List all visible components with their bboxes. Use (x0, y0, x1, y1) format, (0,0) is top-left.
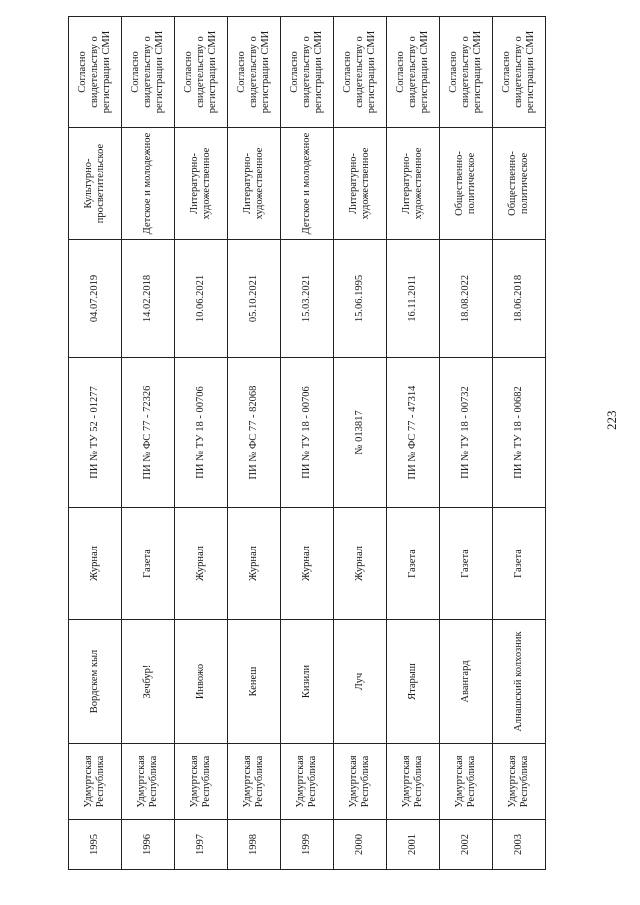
publication-type-cell: Газета (493, 508, 546, 620)
media-registry-table (68, 16, 546, 870)
note-cell: Согласно свидетельству о регистрации СМИ (440, 17, 493, 128)
publication-name-cell: Инвожо (175, 620, 228, 744)
specialization-cell: Детское и молодежное (281, 128, 334, 240)
table-row (228, 17, 281, 870)
note-cell: Согласно свидетельству о регистрации СМИ (281, 17, 334, 128)
note-cell: Согласно свидетельству о регистрации СМИ (69, 17, 122, 128)
row-number-cell: 2002 (440, 820, 493, 870)
registration-number-cell: ПИ № ТУ 52 - 01277 (69, 358, 122, 508)
specialization-cell: Общественно-политическое (440, 128, 493, 240)
publication-type-cell: Газета (440, 508, 493, 620)
region-cell: Удмуртская Республика (334, 744, 387, 820)
registration-number-cell: ПИ № ТУ 18 - 00706 (281, 358, 334, 508)
row-number-cell: 2003 (493, 820, 546, 870)
note-cell: Согласно свидетельству о регистрации СМИ (493, 17, 546, 128)
specialization-cell: Литературно-художественное (387, 128, 440, 240)
region-cell: Удмуртская Республика (281, 744, 334, 820)
specialization-cell: Литературно-художественное (228, 128, 281, 240)
publication-type-cell: Журнал (228, 508, 281, 620)
table-row (281, 17, 334, 870)
region-cell: Удмуртская Республика (387, 744, 440, 820)
specialization-cell: Детское и молодежное (122, 128, 175, 240)
table-row (122, 17, 175, 870)
publication-name-cell: Кенеш (228, 620, 281, 744)
registration-date-cell: 18.08.2022 (440, 240, 493, 358)
registration-number-cell: ПИ № ФС 77 - 72326 (122, 358, 175, 508)
region-cell: Удмуртская Республика (440, 744, 493, 820)
table-row (387, 17, 440, 870)
registration-number-cell: ПИ № ТУ 18 - 00706 (175, 358, 228, 508)
registration-number-cell: ПИ № ФС 77 - 82068 (228, 358, 281, 508)
publication-type-cell: Журнал (69, 508, 122, 620)
publication-type-cell: Газета (122, 508, 175, 620)
specialization-cell: Литературно-художественное (175, 128, 228, 240)
region-cell: Удмуртская Республика (175, 744, 228, 820)
table-row (493, 17, 546, 870)
region-cell: Удмуртская Республика (228, 744, 281, 820)
publication-name-cell: Авангард (440, 620, 493, 744)
row-number-cell: 2001 (387, 820, 440, 870)
table-row (175, 17, 228, 870)
row-number-cell: 1997 (175, 820, 228, 870)
region-cell: Удмуртская Республика (493, 744, 546, 820)
registration-date-cell: 15.06.1995 (334, 240, 387, 358)
registration-number-cell: ПИ № ФС 77 - 47314 (387, 358, 440, 508)
row-number-cell: 1995 (69, 820, 122, 870)
specialization-cell: Общественно-политическое (493, 128, 546, 240)
publication-name-cell: Кизили (281, 620, 334, 744)
note-cell: Согласно свидетельству о регистрации СМИ (122, 17, 175, 128)
registration-date-cell: 18.06.2018 (493, 240, 546, 358)
specialization-cell: Культурно-просветительское (69, 128, 122, 240)
publication-name-cell: Зечбур! (122, 620, 175, 744)
row-number-cell: 1996 (122, 820, 175, 870)
publication-name-cell: Ятарыш (387, 620, 440, 744)
publication-name-cell: Луч (334, 620, 387, 744)
registration-number-cell: № 013817 (334, 358, 387, 508)
row-number-cell: 1999 (281, 820, 334, 870)
note-cell: Согласно свидетельству о регистрации СМИ (228, 17, 281, 128)
note-cell: Согласно свидетельству о регистрации СМИ (387, 17, 440, 128)
table-row (440, 17, 493, 870)
row-number-cell: 1998 (228, 820, 281, 870)
registration-date-cell: 10.06.2021 (175, 240, 228, 358)
publication-name-cell: Вордскем кыл (69, 620, 122, 744)
publication-type-cell: Журнал (281, 508, 334, 620)
row-number-cell: 2000 (334, 820, 387, 870)
note-cell: Согласно свидетельству о регистрации СМИ (175, 17, 228, 128)
table-body (69, 17, 546, 870)
publication-type-cell: Журнал (334, 508, 387, 620)
note-cell: Согласно свидетельству о регистрации СМИ (334, 17, 387, 128)
registration-date-cell: 14.02.2018 (122, 240, 175, 358)
table-row (69, 17, 122, 870)
registration-number-cell: ПИ № ТУ 18 - 00682 (493, 358, 546, 508)
specialization-cell: Литературно-художественное (334, 128, 387, 240)
registration-date-cell: 05.10.2021 (228, 240, 281, 358)
region-cell: Удмуртская Республика (122, 744, 175, 820)
publication-name-cell: Алнашский колхозник (493, 620, 546, 744)
registration-date-cell: 16.11.2011 (387, 240, 440, 358)
page-number: 223 (604, 410, 619, 430)
publication-type-cell: Газета (387, 508, 440, 620)
registration-date-cell: 15.03.2021 (281, 240, 334, 358)
registration-number-cell: ПИ № ТУ 18 - 00732 (440, 358, 493, 508)
rotated-table-wrapper (68, 17, 546, 870)
publication-type-cell: Журнал (175, 508, 228, 620)
table-row (334, 17, 387, 870)
registration-date-cell: 04.07.2019 (69, 240, 122, 358)
region-cell: Удмуртская Республика (69, 744, 122, 820)
